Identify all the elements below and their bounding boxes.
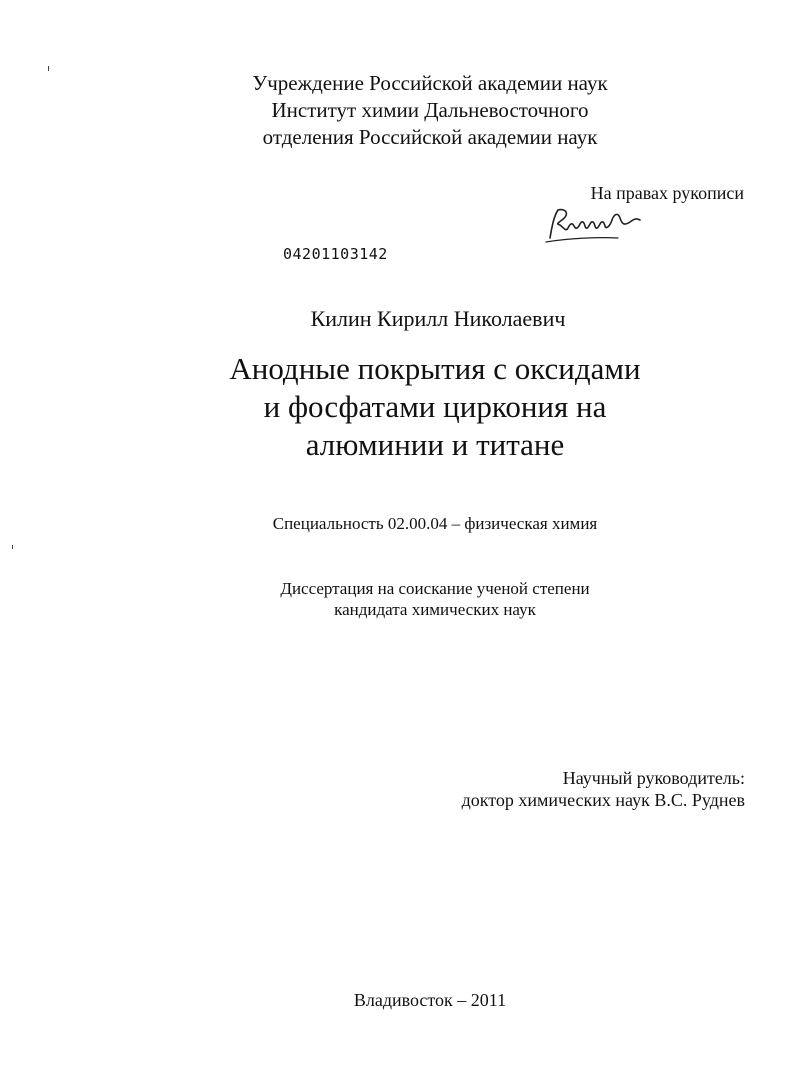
institution-header (230, 70, 630, 151)
degree-statement (200, 578, 670, 620)
manuscript-rights-note: На правах рукописи (590, 183, 744, 203)
author-signature (540, 204, 650, 248)
specialty: Специальность 02.00.04 – физическая химия (272, 514, 598, 533)
degree-line-2: кандидата химических наук (334, 600, 536, 619)
title-line-1: Анодные покрытия с оксидами (229, 351, 641, 386)
institution-line-1: Учреждение Российской академии наук (252, 71, 608, 95)
dissertation-title (170, 350, 700, 464)
institution-line-3: отделения Российской академии наук (262, 125, 598, 149)
scan-mark-left (12, 545, 13, 549)
title-line-2: и фосфатами циркония на (263, 389, 607, 424)
scientific-advisor (410, 767, 745, 811)
degree-line-1: Диссертация на соискание ученой степени (280, 579, 590, 598)
advisor-label: Научный руководитель: (562, 768, 745, 788)
registration-number: 04201103142 (283, 245, 388, 263)
title-line-3: алюминии и титане (305, 427, 565, 462)
institution-line-2: Институт химии Дальневосточного (271, 98, 589, 122)
advisor-name: доктор химических наук В.С. Руднев (461, 790, 745, 810)
city-year: Владивосток – 2011 (353, 990, 507, 1010)
scan-mark-top (48, 66, 49, 71)
author-name: Килин Кирилл Николаевич (310, 306, 566, 331)
